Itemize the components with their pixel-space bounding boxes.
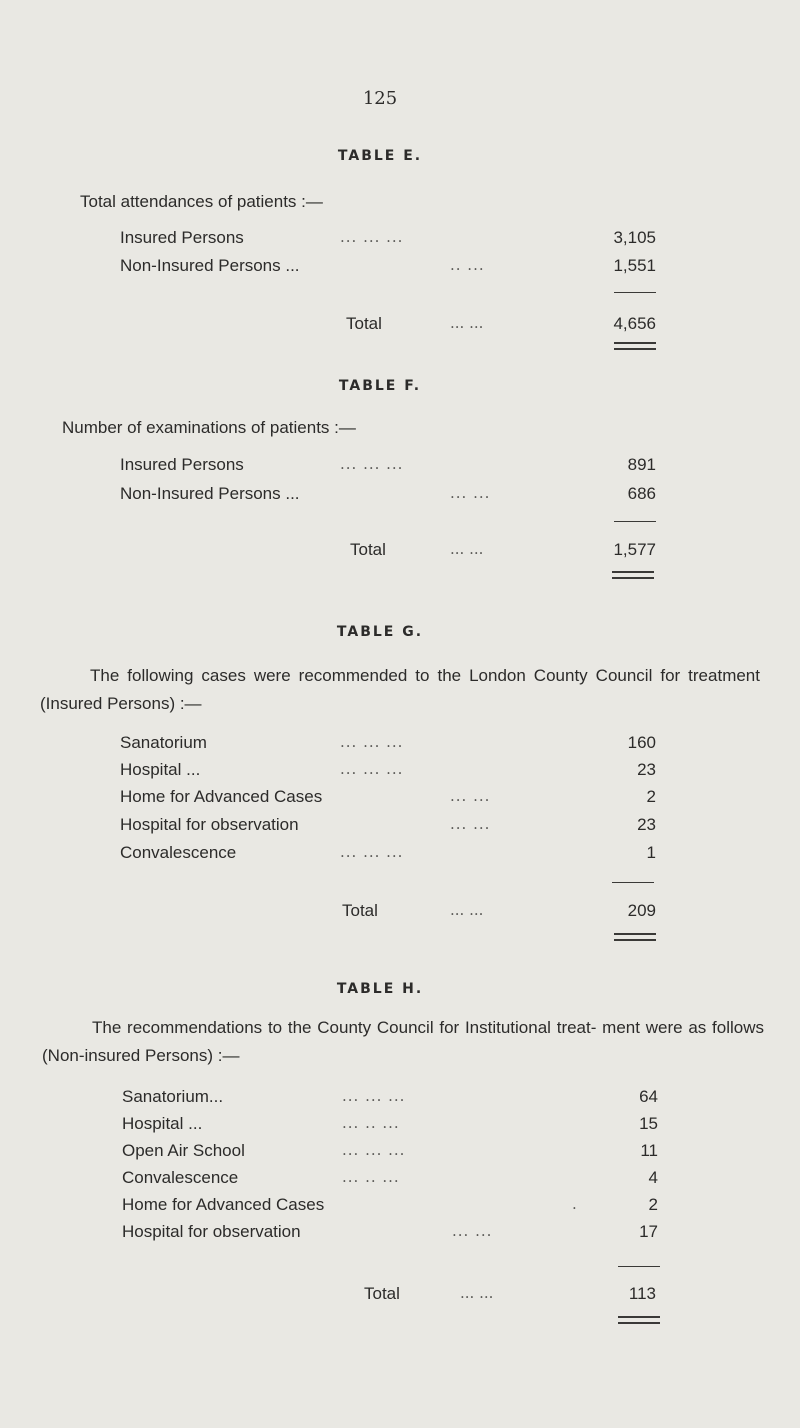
row-value: 891: [627, 455, 656, 474]
row-value: 160: [627, 733, 656, 752]
leader-dots: ... ... ...: [340, 455, 404, 473]
table-row: [120, 787, 660, 815]
row-label: Hospital for observation: [122, 1222, 301, 1241]
table-row: [120, 256, 660, 284]
table-row: [122, 1195, 662, 1223]
sum-rule: [614, 521, 656, 522]
table-h-title: TABLE H.: [336, 981, 424, 997]
table-row: [122, 1168, 662, 1196]
table-g-intro: The following cases were recommended to the London County Council for treatment (Insured Persons) :—: [40, 666, 760, 713]
leader-dots: ... ...: [450, 314, 484, 332]
row-label: Convalescence: [120, 843, 237, 862]
row-value: 3,105: [613, 228, 656, 247]
table-row: [120, 455, 660, 483]
row-label: Convalescence: [122, 1168, 239, 1187]
leader-dots: ... ... ...: [340, 843, 404, 861]
row-value: 15: [639, 1114, 658, 1133]
table-row: [122, 1114, 662, 1142]
leader-dots: ... ... ...: [340, 228, 404, 246]
leader-dots: ... ...: [460, 1284, 494, 1302]
row-value: 4: [648, 1168, 658, 1187]
total-value: 1,577: [613, 540, 656, 559]
leader-dots: ... ...: [450, 901, 484, 919]
table-row: [120, 843, 660, 871]
total-label: Total: [364, 1284, 400, 1303]
leader-dots: ... ... ...: [342, 1141, 406, 1159]
row-label: Non-Insured Persons ...: [120, 484, 300, 503]
total-row: [340, 540, 660, 568]
row-label: Insured Persons: [120, 228, 244, 247]
row-value: 11: [640, 1141, 658, 1160]
leader-dots: ... ... ...: [342, 1087, 406, 1105]
row-label: Insured Persons: [120, 455, 244, 474]
table-h-intro: The recommendations to the County Council for Institutional treat- ment were as follows (Non-insured Persons) :—: [42, 1018, 764, 1065]
table-e-title: TABLE E.: [337, 148, 423, 164]
double-rule: [612, 571, 654, 579]
total-label: Total: [350, 540, 386, 559]
table-row: [120, 733, 660, 761]
row-value: 1: [646, 843, 656, 862]
leader-dots: ... ...: [450, 540, 484, 558]
double-rule: [614, 342, 656, 350]
table-row: [122, 1141, 662, 1169]
row-value: 2: [648, 1195, 658, 1214]
sum-rule: [612, 882, 654, 883]
total-value: 209: [627, 901, 656, 920]
double-rule: [618, 1316, 660, 1324]
row-label: Open Air School: [122, 1141, 245, 1160]
table-row: [120, 228, 660, 256]
row-label: Home for Advanced Cases: [120, 787, 323, 806]
total-label: Total: [342, 901, 378, 920]
double-rule: [614, 933, 656, 941]
row-value: 2: [646, 787, 656, 806]
row-label: Sanatorium...: [122, 1087, 224, 1106]
sum-rule: [614, 292, 656, 293]
row-label: Sanatorium: [120, 733, 207, 752]
table-row: [120, 815, 660, 843]
total-value: 113: [628, 1284, 656, 1303]
table-e-intro: Total attendances of patients :—: [80, 192, 323, 211]
leader-dots: .. ...: [450, 256, 485, 274]
table-f-title: TABLE F.: [338, 378, 422, 394]
table-row: [120, 760, 660, 788]
leader-dots: ... ...: [452, 1222, 493, 1240]
total-row: [340, 314, 660, 342]
leader-dots: .: [572, 1195, 578, 1213]
leader-dots: ... ... ...: [340, 733, 404, 751]
row-value: 17: [639, 1222, 658, 1241]
leader-dots: ... .. ...: [342, 1168, 400, 1186]
sum-rule: [618, 1266, 660, 1267]
leader-dots: ... ... ...: [340, 760, 404, 778]
leader-dots: ... ...: [450, 787, 491, 805]
table-f-intro: Number of examinations of patients :—: [62, 418, 356, 437]
table-row: [122, 1222, 662, 1250]
row-label: Home for Advanced Cases: [122, 1195, 325, 1214]
row-value: 23: [637, 760, 656, 779]
leader-dots: ... .. ...: [342, 1114, 400, 1132]
table-row: [120, 484, 660, 512]
row-value: 64: [639, 1087, 658, 1106]
row-label: Non-Insured Persons ...: [120, 256, 300, 275]
total-label: Total: [346, 314, 382, 333]
row-label: Hospital ...: [120, 760, 201, 779]
row-label: Hospital ...: [122, 1114, 203, 1133]
row-value: 23: [637, 815, 656, 834]
total-value: 4,656: [613, 314, 656, 333]
row-value: 1,551: [613, 256, 656, 275]
page-number: 125: [362, 88, 398, 109]
row-value: 686: [627, 484, 656, 503]
row-label: Hospital for observation: [120, 815, 299, 834]
total-row: [340, 1284, 660, 1312]
total-row: [340, 901, 660, 929]
leader-dots: ... ...: [450, 815, 491, 833]
table-g-title: TABLE G.: [336, 624, 424, 640]
table-row: [122, 1087, 662, 1115]
leader-dots: ... ...: [450, 484, 491, 502]
